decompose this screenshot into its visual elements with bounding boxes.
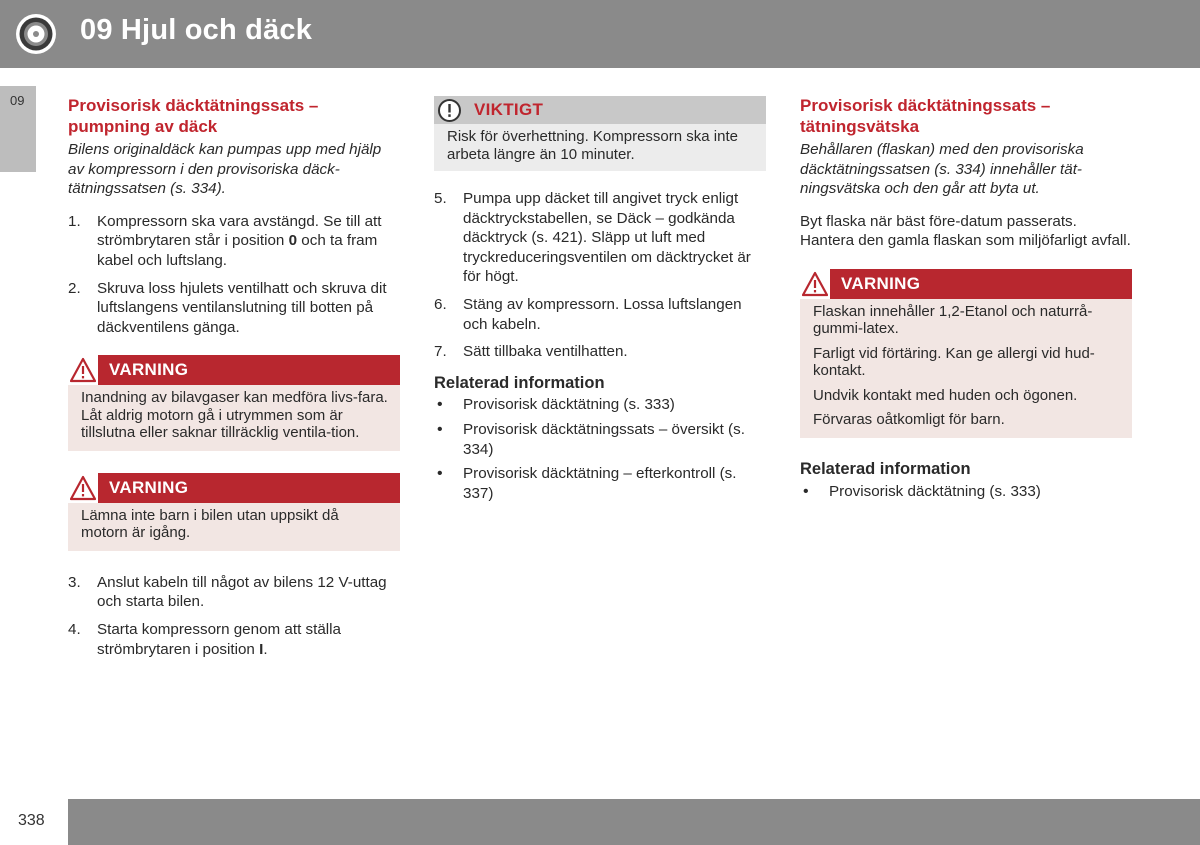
column-continued [434, 96, 766, 508]
step-item [434, 295, 766, 334]
steps-list [434, 189, 766, 362]
step-text-bold: I [259, 640, 264, 658]
section-title-pumping: Provisorisk däcktätningssats – pumpning av däck [68, 96, 319, 136]
step-number: 3. [68, 573, 81, 591]
step-text: och ta fram kabel och luftslang. [97, 232, 378, 269]
important-text: Risk för överhettning. Kompressorn ska inte arbeta längre än 10 minuter. [447, 128, 738, 163]
step-item [68, 279, 400, 338]
step-number: 1. [68, 212, 81, 230]
warning-body [800, 299, 1132, 429]
step-number: 6. [434, 295, 447, 313]
warning-header [68, 355, 400, 385]
step-number: 2. [68, 279, 81, 297]
warning-label: VARNING [109, 360, 189, 380]
related-link[interactable]: • Provisorisk däcktätning (s. 333) [434, 395, 766, 415]
body-paragraph: Byt flaska när bäst före-datum passerats. Hantera den gamla flaskan som miljöfarligt avfall. [800, 212, 1131, 250]
warning-triangle-icon [68, 355, 98, 385]
footer-bar [68, 799, 1200, 845]
steps-list [68, 573, 400, 659]
step-text-bold: 0 [288, 232, 298, 250]
warning-header [68, 473, 400, 503]
page-number-area [0, 799, 68, 845]
warning-body [68, 385, 400, 442]
important-box [434, 96, 766, 171]
step-text: . [263, 640, 268, 658]
step-text: Anslut kabeln till något av bilens 12 V-uttag och starta bilen. [97, 573, 387, 611]
step-text: Sätt tillbaka ventilhatten. [463, 343, 628, 361]
important-label: VIKTIGT [474, 100, 544, 119]
related-list [434, 395, 766, 503]
step-item [434, 342, 766, 362]
warning-text: Inandning av bilavgaser kan medföra livs-fara. Låt aldrig motorn gå i utrymmen som är tillslutna eller saknar tillräcklig ventila-tion. [81, 389, 388, 442]
section-intro-sealant: Behållaren (flaskan) med den provisoriska däcktätningssatsen (s. 334) innehåller tät-ningsvätska och den går att byta ut. [800, 141, 1084, 198]
warning-header [800, 269, 1132, 299]
warning-box [68, 355, 400, 451]
exclamation-circle-icon [437, 98, 462, 123]
chapter-title: 09 Hjul och däck [80, 14, 313, 46]
important-body [434, 124, 766, 163]
step-text: Skruva loss hjulets ventilhatt och skruva dit luftslangens ventilanslutning till botten på däckventilens gänga. [97, 279, 387, 336]
related-heading: Relaterad information [800, 459, 971, 478]
warning-text: Flaskan innehåller 1,2-Etanol och naturrå-gummi-latex. [813, 302, 1093, 338]
step-number: 4. [68, 621, 81, 639]
step-text: Pumpa upp däcket till angivet tryck enligt däcktryckstabellen, se Däck – godkända däcktryck (s. 421). Släpp ut luft med tryckreduceringsventilen om däcktrycket är för högt. [463, 190, 751, 286]
warning-label: VARNING [841, 273, 921, 293]
steps-list [68, 212, 400, 338]
step-number: 7. [434, 343, 447, 361]
warning-text: Lämna inte barn i bilen utan uppsikt då motorn är igång. [81, 506, 339, 542]
step-item [68, 212, 400, 271]
chapter-tab-label: 09 [10, 93, 25, 108]
tire-icon [15, 13, 57, 55]
step-text: Stäng av kompressorn. Lossa luftslangen och kabeln. [463, 295, 742, 333]
related-link[interactable]: • Provisorisk däcktätning (s. 333) [800, 482, 1132, 502]
chapter-tab [0, 86, 36, 172]
step-text: Kompressorn ska vara avstängd. Se till att strömbrytaren står i position [97, 212, 382, 250]
warning-box [68, 473, 400, 551]
important-header [434, 96, 766, 124]
step-number: 5. [434, 190, 447, 207]
warning-label: VARNING [109, 477, 189, 497]
warning-text: Förvaras oåtkomligt för barn. [813, 411, 1005, 429]
step-item [434, 189, 766, 287]
page-header [0, 0, 1200, 68]
column-sealant [800, 96, 1132, 506]
warning-triangle-icon [800, 269, 830, 299]
section-intro-pumping: Bilens originaldäck kan pumpas upp med hjälp av kompressorn i den provisoriska däck-tätningssatsen (s. 334). [68, 141, 382, 198]
section-title-sealant: Provisorisk däcktätningssats – tätningsvätska [800, 96, 1051, 136]
warning-body [68, 503, 400, 542]
related-list [800, 482, 1132, 502]
warning-triangle-icon [68, 473, 98, 503]
step-text: Starta kompressorn genom att ställa strömbrytaren i position [97, 621, 341, 658]
step-item [68, 573, 400, 612]
warning-text: Undvik kontakt med huden och ögonen. [813, 386, 1078, 404]
related-link[interactable]: • Provisorisk däcktätning – efterkontroll (s. 337) [434, 464, 766, 503]
step-item [68, 620, 400, 659]
related-heading: Relaterad information [434, 373, 605, 392]
warning-box [800, 269, 1132, 438]
related-link[interactable]: • Provisorisk däcktätningssats – översikt (s. 334) [434, 420, 766, 459]
warning-text: Farligt vid förtäring. Kan ge allergi vid hud-kontakt. [813, 344, 1095, 380]
column-pumping [68, 96, 400, 667]
page-number: 338 [18, 812, 45, 829]
